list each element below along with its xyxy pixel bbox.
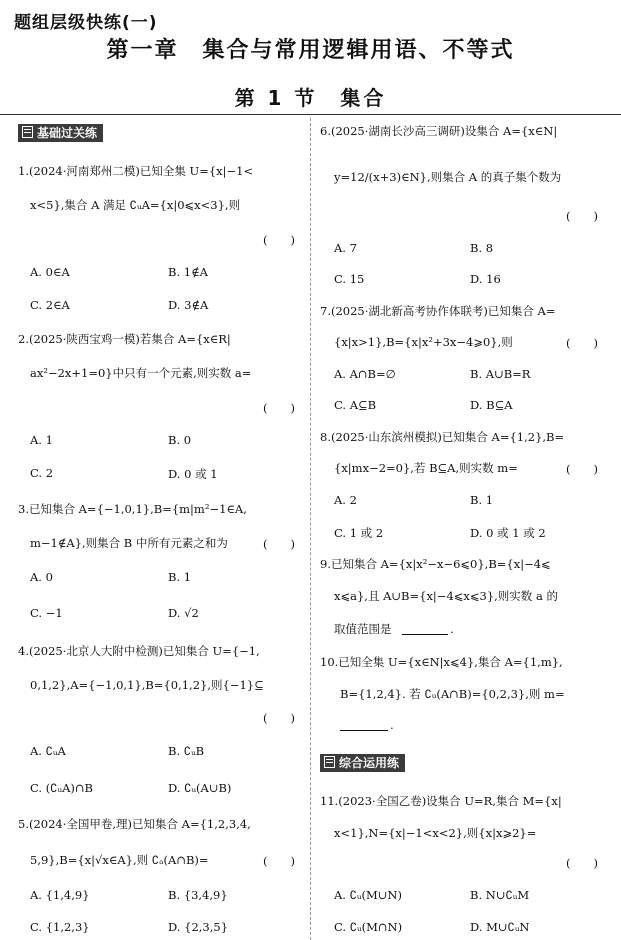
answer-paren: ( ) bbox=[263, 854, 295, 868]
question-9-line-2: x⩽a},且 A∪B={x|−4⩽x⩽3},则实数 a 的 bbox=[334, 589, 558, 603]
option-a: A. 7 bbox=[334, 241, 357, 255]
question-9-line-3: 取值范围是 bbox=[334, 622, 392, 636]
chapter-title: 第一章 集合与常用逻辑用语、不等式 bbox=[106, 38, 515, 63]
option-b: B. N∪∁ᵤM bbox=[470, 888, 530, 902]
question-2-line-1: 2.(2025·陕西宝鸡一模)若集合 A={x∈R| bbox=[18, 332, 231, 346]
option-a: A. ∁ᵤ(M∪N) bbox=[334, 888, 402, 902]
question-4-line-2: 0,1,2},A={−1,0,1},B={0,1,2},则{−1}⊆ bbox=[30, 678, 264, 692]
option-d: D. B⊆A bbox=[470, 398, 513, 412]
tag-comprehensive: 综合运用练 bbox=[320, 754, 405, 772]
question-3-line-1: 3.已知集合 A={−1,0,1},B={m|m²−1∈A, bbox=[18, 502, 247, 516]
column-divider bbox=[310, 118, 311, 940]
question-3-line-2: m−1∉A},则集合 B 中所有元素之和为 bbox=[30, 536, 228, 550]
answer-blank[interactable] bbox=[402, 622, 448, 635]
option-a: A. 0 bbox=[30, 570, 53, 584]
option-a: A. 0∈A bbox=[30, 265, 70, 279]
option-b: B. ∁ᵤB bbox=[168, 744, 205, 758]
option-b: B. {3,4,9} bbox=[168, 888, 228, 902]
option-c: C. 1 或 2 bbox=[334, 526, 384, 540]
option-c: C. A⊆B bbox=[334, 398, 377, 412]
option-d: D. 3∉A bbox=[168, 298, 209, 312]
answer-blank[interactable] bbox=[340, 718, 388, 731]
exercise-series-title: 题组层级快练(一) bbox=[14, 13, 158, 33]
question-4-line-1: 4.(2025·北京人大附中检测)已知集合 U={−1, bbox=[18, 644, 260, 658]
question-10-line-1: 10.已知全集 U={x∈N|x⩽4},集合 A={1,m}, bbox=[320, 655, 563, 669]
option-a: A. {1,4,9} bbox=[30, 888, 90, 902]
option-c: C. −1 bbox=[30, 606, 63, 620]
question-11-line-1: 11.(2023·全国乙卷)设集合 U=R,集合 M={x| bbox=[320, 794, 562, 808]
option-b: B. 1 bbox=[470, 493, 494, 507]
header-divider bbox=[0, 114, 621, 115]
answer-paren: ( ) bbox=[263, 401, 295, 415]
tag-basic: 基础过关练 bbox=[18, 124, 103, 142]
period: . bbox=[390, 718, 394, 732]
list-icon bbox=[324, 756, 335, 768]
option-d: D. {2,3,5} bbox=[168, 920, 229, 934]
option-b: B. A∪B=R bbox=[470, 367, 531, 381]
option-b: B. 1 bbox=[168, 570, 192, 584]
answer-paren: ( ) bbox=[263, 711, 295, 725]
option-c: C. ∁ᵤ(M∩N) bbox=[334, 920, 403, 934]
question-6-line-1: 6.(2025·湖南长沙高三调研)设集合 A={x∈N| bbox=[320, 124, 558, 138]
period: . bbox=[450, 622, 454, 636]
answer-paren: ( ) bbox=[263, 233, 295, 247]
option-a: A. ∁ᵤA bbox=[30, 744, 66, 758]
question-8-line-2: {x|mx−2=0},若 B⊆A,则实数 m= bbox=[334, 461, 518, 475]
question-2-line-2: ax²−2x+1=0}中只有一个元素,则实数 a= bbox=[30, 366, 252, 380]
option-a: A. 2 bbox=[334, 493, 357, 507]
option-a: A. 1 bbox=[30, 433, 53, 447]
question-6-line-2: y=12/(x+3)∈N},则集合 A 的真子集个数为 bbox=[334, 170, 562, 184]
option-b: B. 8 bbox=[470, 241, 494, 255]
option-d: D. ∁ᵤ(A∪B) bbox=[168, 781, 232, 795]
option-c: C. 15 bbox=[334, 272, 365, 286]
option-c: C. 2∈A bbox=[30, 298, 70, 312]
question-10-line-2: B={1,2,4}. 若 ∁ᵤ(A∩B)={0,2,3},则 m= bbox=[340, 687, 565, 701]
question-8-line-1: 8.(2025·山东滨州模拟)已知集合 A={1,2},B= bbox=[320, 430, 565, 444]
option-d: D. √2 bbox=[168, 606, 199, 620]
question-7-line-2: {x|x>1},B={x|x²+3x−4⩾0},则 bbox=[334, 335, 513, 349]
option-d: D. M∪∁ᵤN bbox=[470, 920, 530, 934]
answer-paren: ( ) bbox=[566, 856, 598, 870]
option-c: C. 2 bbox=[30, 466, 54, 480]
answer-paren: ( ) bbox=[566, 336, 598, 350]
option-a: A. A∩B=∅ bbox=[334, 367, 396, 381]
section-title: 第 1 节 集合 bbox=[234, 86, 387, 110]
question-1-line-2: x<5},集合 A 满足 ∁ᵤA={x|0⩽x<3},则 bbox=[30, 198, 241, 212]
option-c: C. {1,2,3} bbox=[30, 920, 90, 934]
option-d: D. 16 bbox=[470, 272, 501, 286]
answer-paren: ( ) bbox=[566, 209, 598, 223]
question-11-line-2: x<1},N={x|−1<x<2},则{x|x⩾2}= bbox=[334, 826, 537, 840]
question-5-line-2: 5,9},B={x|√x∈A},则 ∁ₐ(A∩B)= bbox=[30, 853, 209, 867]
question-1-line-1: 1.(2024·河南郑州二模)已知全集 U={x|−1< bbox=[18, 164, 254, 178]
question-9-line-1: 9.已知集合 A={x|x²−x−6⩽0},B={x|−4⩽ bbox=[320, 557, 551, 571]
option-d: D. 0 或 1 bbox=[168, 467, 218, 481]
question-7-line-1: 7.(2025·湖北新高考协作体联考)已知集合 A= bbox=[320, 304, 556, 318]
option-b: B. 1∉A bbox=[168, 265, 208, 279]
answer-paren: ( ) bbox=[263, 537, 295, 551]
option-d: D. 0 或 1 或 2 bbox=[470, 526, 546, 540]
answer-paren: ( ) bbox=[566, 462, 598, 476]
question-5-line-1: 5.(2024·全国甲卷,理)已知集合 A={1,2,3,4, bbox=[18, 817, 251, 831]
option-b: B. 0 bbox=[168, 433, 192, 447]
option-c: C. (∁ᵤA)∩B bbox=[30, 781, 93, 795]
list-icon bbox=[22, 126, 33, 138]
